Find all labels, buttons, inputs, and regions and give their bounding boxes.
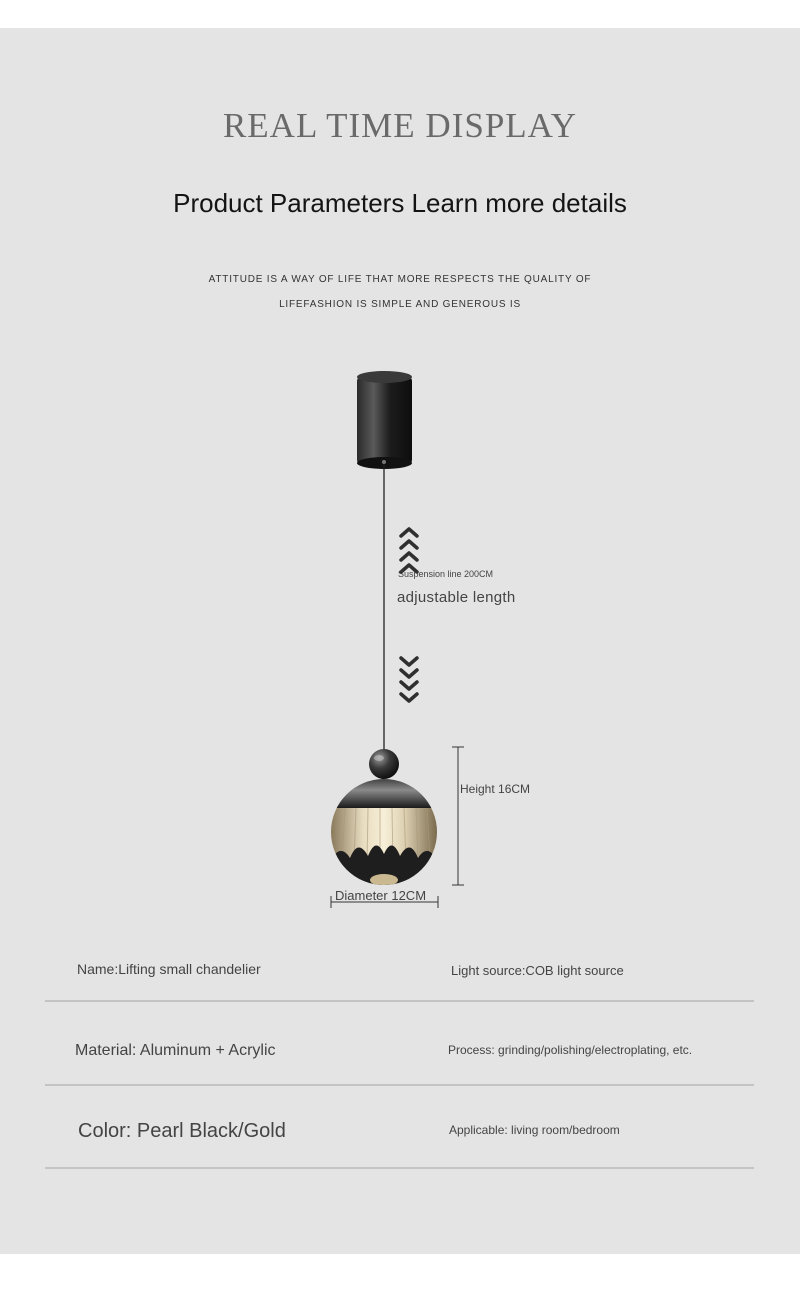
adjustable-length-label: adjustable length <box>397 589 516 606</box>
spec-divider <box>45 1084 754 1086</box>
spec-divider <box>45 1000 754 1002</box>
height-label: Height 16CM <box>460 782 531 796</box>
chevron-down-icon <box>401 658 417 701</box>
spec-material: Material: Aluminum + Acrylic <box>75 1042 276 1059</box>
ceiling-canopy <box>357 371 412 469</box>
page-title: REAL TIME DISPLAY <box>222 106 578 145</box>
spec-divider <box>45 1167 754 1169</box>
suspension-line-label: Suspension line 200CM <box>398 569 494 579</box>
chevron-up-icon <box>401 529 417 572</box>
spec-color: Color: Pearl Black/Gold <box>78 1120 286 1142</box>
lamp-top-ball <box>369 749 399 779</box>
spec-light-source: Light source:COB light source <box>451 963 624 978</box>
spec-name: Name:Lifting small chandelier <box>77 961 261 977</box>
page-subtitle: Product Parameters Learn more details <box>173 188 627 218</box>
tagline-line-1: ATTITUDE IS A WAY OF LIFE THAT MORE RESPECTS THE QUALITY OF <box>208 274 592 285</box>
height-dimension <box>452 747 464 885</box>
tagline-line-2: LIFEFASHION IS SIMPLE AND GENEROUS IS <box>279 299 521 310</box>
spec-applicable: Applicable: living room/bedroom <box>449 1123 620 1137</box>
spec-process: Process: grinding/polishing/electroplating, etc. <box>448 1043 693 1057</box>
diameter-label: Diameter 12CM <box>335 888 427 903</box>
lamp-globe <box>330 778 440 890</box>
